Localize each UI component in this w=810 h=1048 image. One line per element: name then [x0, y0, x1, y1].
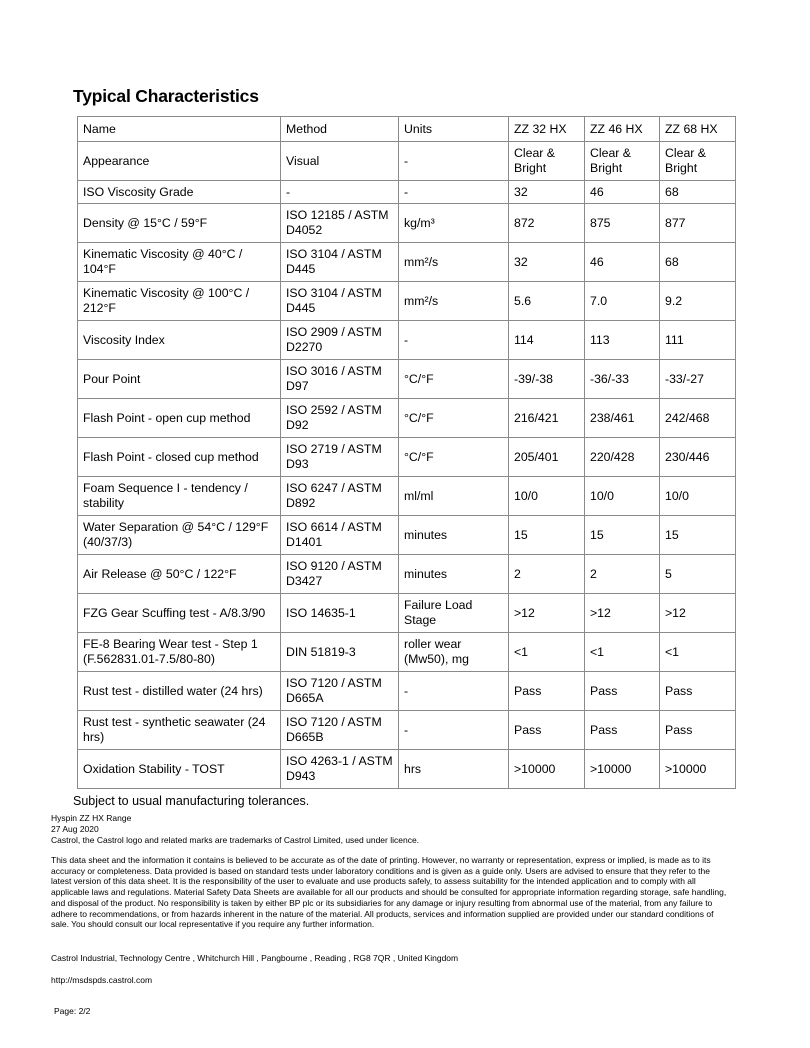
cell-method: ISO 12185 / ASTM D4052 [281, 204, 399, 243]
cell-zz46hx: Clear & Bright [585, 142, 660, 181]
cell-zz68hx: >12 [660, 594, 736, 633]
table-body [78, 142, 736, 789]
table-row [78, 321, 736, 360]
cell-zz68hx: 877 [660, 204, 736, 243]
cell-zz68hx: 5 [660, 555, 736, 594]
footer-disclaimer: This data sheet and the information it contains is believed to be accurate as of the date of printing. However, no warranty or representation, express or implied, is made as to its accuracy or completeness. Data provided is based on standard tests under laboratory conditions and is given as a guide only. Users are advised to ensure that they refer to the latest version of this data sheet. It is the responsibility of the user to evaluate and use products safely, to assess suitability for the intended application and to comply with all applicable laws and regulations. Material Safety Data Sheets are available for all our products and should be consulted for appropriate information regarding storage, safe handling, and disposal of the product. No responsibility is taken by either BP plc or its subsidiaries for any damage or injury resulting from abnormal use of the material, from any failure to adhere to recommendations, or from hazards inherent in the nature of the material. All products, services and information supplied are provided under our standard conditions of sale. You should consult our local representative if you require any further information. [51, 855, 727, 930]
cell-name: Flash Point - closed cup method [78, 438, 281, 477]
cell-name: FZG Gear Scuffing test - A/8.3/90 [78, 594, 281, 633]
cell-zz32hx: 32 [509, 243, 585, 282]
cell-units: - [399, 142, 509, 181]
cell-method: ISO 3104 / ASTM D445 [281, 282, 399, 321]
cell-zz32hx: 205/401 [509, 438, 585, 477]
cell-zz68hx: 242/468 [660, 399, 736, 438]
tolerance-note: Subject to usual manufacturing tolerances. [73, 794, 310, 808]
cell-method: - [281, 181, 399, 204]
section-title: Typical Characteristics [73, 86, 259, 106]
cell-zz32hx: >10000 [509, 750, 585, 789]
cell-units: minutes [399, 516, 509, 555]
cell-zz68hx: >10000 [660, 750, 736, 789]
cell-method: ISO 6247 / ASTM D892 [281, 477, 399, 516]
cell-name: Viscosity Index [78, 321, 281, 360]
table-row [78, 633, 736, 672]
cell-zz32hx: 32 [509, 181, 585, 204]
cell-zz46hx: >10000 [585, 750, 660, 789]
cell-method: ISO 2719 / ASTM D93 [281, 438, 399, 477]
cell-units: - [399, 672, 509, 711]
cell-zz46hx: 15 [585, 516, 660, 555]
cell-method: ISO 7120 / ASTM D665A [281, 672, 399, 711]
cell-zz46hx: 875 [585, 204, 660, 243]
cell-method: ISO 7120 / ASTM D665B [281, 711, 399, 750]
cell-zz46hx: Pass [585, 711, 660, 750]
table-row [78, 555, 736, 594]
table-row [78, 516, 736, 555]
cell-name: FE-8 Bearing Wear test - Step 1 (F.562831.01-7.5/80-80) [78, 633, 281, 672]
cell-name: ISO Viscosity Grade [78, 181, 281, 204]
cell-units: roller wear (Mw50), mg [399, 633, 509, 672]
cell-zz32hx: 2 [509, 555, 585, 594]
cell-zz68hx: 68 [660, 181, 736, 204]
cell-units: - [399, 711, 509, 750]
table-row [78, 438, 736, 477]
cell-units: hrs [399, 750, 509, 789]
cell-units: - [399, 321, 509, 360]
cell-method: ISO 14635-1 [281, 594, 399, 633]
cell-name: Water Separation @ 54°C / 129°F (40/37/3) [78, 516, 281, 555]
cell-zz46hx: -36/-33 [585, 360, 660, 399]
cell-zz32hx: 872 [509, 204, 585, 243]
cell-name: Rust test - distilled water (24 hrs) [78, 672, 281, 711]
header-name: Name [78, 117, 281, 142]
cell-name: Rust test - synthetic seawater (24 hrs) [78, 711, 281, 750]
cell-method: ISO 4263-1 / ASTM D943 [281, 750, 399, 789]
cell-name: Kinematic Viscosity @ 100°C / 212°F [78, 282, 281, 321]
cell-zz68hx: Clear & Bright [660, 142, 736, 181]
cell-method: Visual [281, 142, 399, 181]
table-row [78, 672, 736, 711]
cell-zz46hx: 10/0 [585, 477, 660, 516]
cell-method: ISO 9120 / ASTM D3427 [281, 555, 399, 594]
page-number: Page: 2/2 [54, 1006, 91, 1016]
cell-units: ml/ml [399, 477, 509, 516]
cell-zz32hx: 5.6 [509, 282, 585, 321]
cell-units: °C/°F [399, 399, 509, 438]
cell-name: Density @ 15°C / 59°F [78, 204, 281, 243]
header-units: Units [399, 117, 509, 142]
cell-zz46hx: Pass [585, 672, 660, 711]
table-row [78, 399, 736, 438]
cell-zz32hx: <1 [509, 633, 585, 672]
cell-name: Kinematic Viscosity @ 40°C / 104°F [78, 243, 281, 282]
cell-zz68hx: 9.2 [660, 282, 736, 321]
cell-units: kg/m³ [399, 204, 509, 243]
cell-method: ISO 6614 / ASTM D1401 [281, 516, 399, 555]
header-zz68hx: ZZ 68 HX [660, 117, 736, 142]
cell-zz46hx: >12 [585, 594, 660, 633]
typical-characteristics-table [77, 116, 736, 789]
table-row [78, 243, 736, 282]
table-row [78, 594, 736, 633]
cell-zz46hx: 113 [585, 321, 660, 360]
cell-units: mm²/s [399, 243, 509, 282]
cell-units: minutes [399, 555, 509, 594]
cell-zz32hx: Pass [509, 711, 585, 750]
cell-zz32hx: 15 [509, 516, 585, 555]
cell-units: °C/°F [399, 438, 509, 477]
cell-zz32hx: 216/421 [509, 399, 585, 438]
cell-method: ISO 3016 / ASTM D97 [281, 360, 399, 399]
table-row [78, 181, 736, 204]
cell-zz68hx: Pass [660, 711, 736, 750]
table-row [78, 282, 736, 321]
cell-zz46hx: 7.0 [585, 282, 660, 321]
cell-zz68hx: 68 [660, 243, 736, 282]
cell-zz68hx: 230/446 [660, 438, 736, 477]
cell-units: - [399, 181, 509, 204]
table-row [78, 360, 736, 399]
cell-zz68hx: -33/-27 [660, 360, 736, 399]
footer-trademark: Castrol, the Castrol logo and related marks are trademarks of Castrol Limited, used under licence. [51, 835, 420, 845]
cell-method: DIN 51819-3 [281, 633, 399, 672]
header-method: Method [281, 117, 399, 142]
cell-method: ISO 2909 / ASTM D2270 [281, 321, 399, 360]
footer-product-name: Hyspin ZZ HX Range [51, 813, 132, 823]
table-header-row [78, 117, 736, 142]
cell-name: Air Release @ 50°C / 122°F [78, 555, 281, 594]
cell-zz32hx: Clear & Bright [509, 142, 585, 181]
cell-zz68hx: Pass [660, 672, 736, 711]
cell-zz46hx: 46 [585, 243, 660, 282]
table-row [78, 750, 736, 789]
table-row [78, 204, 736, 243]
footer-date: 27 Aug 2020 [51, 824, 99, 834]
cell-method: ISO 3104 / ASTM D445 [281, 243, 399, 282]
cell-zz32hx: 10/0 [509, 477, 585, 516]
cell-zz32hx: -39/-38 [509, 360, 585, 399]
table-row [78, 477, 736, 516]
header-zz32hx: ZZ 32 HX [509, 117, 585, 142]
cell-zz46hx: 238/461 [585, 399, 660, 438]
cell-name: Pour Point [78, 360, 281, 399]
cell-zz46hx: 46 [585, 181, 660, 204]
cell-zz68hx: 15 [660, 516, 736, 555]
table-row [78, 711, 736, 750]
cell-name: Foam Sequence I - tendency / stability [78, 477, 281, 516]
cell-zz46hx: 2 [585, 555, 660, 594]
cell-zz46hx: 220/428 [585, 438, 660, 477]
cell-zz68hx: 10/0 [660, 477, 736, 516]
footer-address: Castrol Industrial, Technology Centre , Whitchurch Hill , Pangbourne , Reading , RG8 7QR , United Kingdom [51, 953, 459, 963]
footer-url[interactable]: http://msdspds.castrol.com [51, 975, 153, 985]
cell-name: Appearance [78, 142, 281, 181]
cell-zz32hx: Pass [509, 672, 585, 711]
cell-zz32hx: >12 [509, 594, 585, 633]
header-zz46hx: ZZ 46 HX [585, 117, 660, 142]
cell-units: Failure Load Stage [399, 594, 509, 633]
table-row [78, 142, 736, 181]
cell-units: °C/°F [399, 360, 509, 399]
cell-name: Flash Point - open cup method [78, 399, 281, 438]
cell-zz68hx: <1 [660, 633, 736, 672]
cell-zz32hx: 114 [509, 321, 585, 360]
cell-zz68hx: 111 [660, 321, 736, 360]
cell-units: mm²/s [399, 282, 509, 321]
cell-zz46hx: <1 [585, 633, 660, 672]
cell-method: ISO 2592 / ASTM D92 [281, 399, 399, 438]
cell-name: Oxidation Stability - TOST [78, 750, 281, 789]
